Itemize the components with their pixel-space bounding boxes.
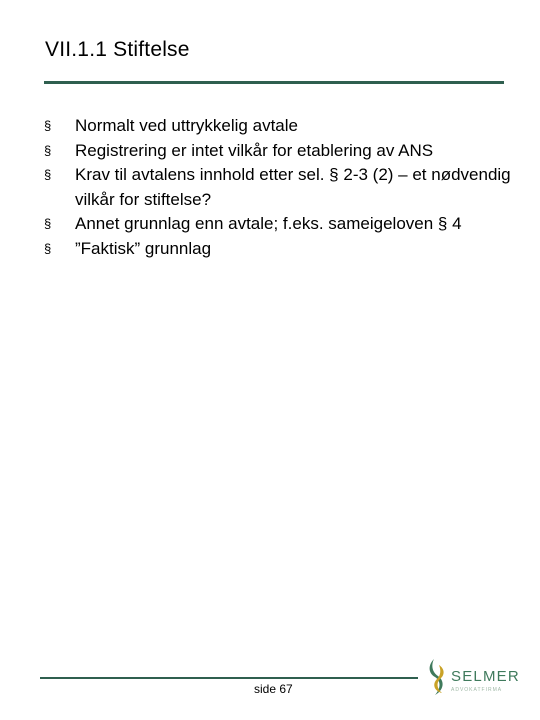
bullet-marker: § (44, 216, 52, 231)
bullet-marker: § (44, 118, 52, 133)
bullet-item (44, 237, 514, 262)
bullet-text: Annet grunnlag enn avtale; f.eks. sameigeloven § 4 (75, 214, 462, 233)
bullet-text: Normalt ved uttrykkelig avtale (75, 116, 298, 135)
bullet-marker: § (44, 142, 52, 158)
bullet-text: Registrering er intet vilkår for etablering av ANS (75, 140, 434, 160)
footer-divider (40, 677, 418, 679)
selmer-logo (426, 657, 520, 699)
title-divider (44, 81, 504, 84)
page-number: side 67 (254, 682, 293, 696)
bullet-marker: § (44, 167, 52, 182)
bullet-item (44, 163, 514, 212)
logo-wordmark: SELMER (451, 668, 520, 685)
bullet-item (44, 212, 514, 237)
bullet-text: ”Faktisk” grunnlag (75, 238, 212, 258)
bullet-item (44, 114, 514, 139)
bullet-item (44, 139, 514, 164)
logo-subtext: ADVOKATFIRMA (451, 687, 503, 693)
bullet-list (44, 114, 514, 261)
bullet-text: Krav til avtalens innhold etter sel. § 2-3 (2) – et nødvendig vilkår for stiftelse? (75, 165, 511, 209)
bullet-marker: § (44, 240, 52, 256)
slide-title: VII.1.1 Stiftelse (45, 38, 190, 61)
